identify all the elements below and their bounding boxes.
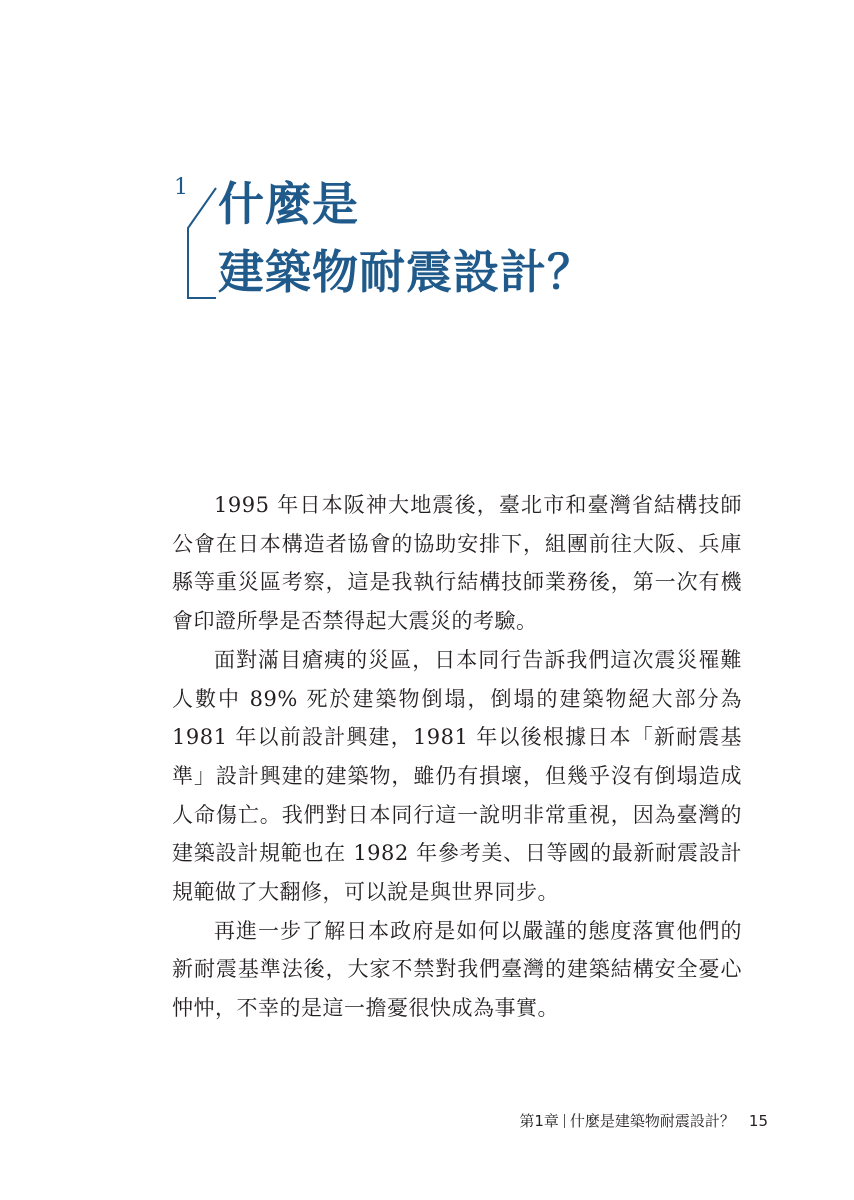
chapter-title-block: [172, 176, 732, 306]
chapter-title-line-1: 什麼是: [218, 177, 359, 231]
chapter-number: 1: [174, 175, 188, 200]
footer-chapter-number: 1: [534, 1111, 544, 1130]
footer-chapter-suffix: 章: [543, 1112, 559, 1130]
paragraph-1: 1995 年日本阪神大地震後，臺北市和臺灣省結構技師公會在日本構造者協會的協助安排下，組團前往大阪、兵庫縣等重災區考察，這是我執行結構技師業務後，第一次有機會印證所學是否禁得起大震災的考驗。: [172, 493, 742, 634]
running-footer: [519, 1110, 768, 1131]
body-text: [172, 486, 742, 1028]
footer-chapter-prefix: 第: [519, 1112, 535, 1130]
paragraph-3: 再進一步了解日本政府是如何以嚴謹的態度落實他們的新耐震基準法後，大家不禁對我們臺灣的建築結構安全憂心忡忡，不幸的是這一擔憂很快成為事實。: [172, 918, 742, 1021]
paragraph-2: 面對滿目瘡痍的災區，日本同行告訴我們這次震災罹難人數中 89% 死於建築物倒塌，倒塌的建築物絕大部分為 1981 年以前設計興建，1981 年以後根據日本「新耐震基準」設計興建的建築物，雖仍有損壞，但幾乎沒有倒塌造成人命傷亡。我們對日本同行這一說明非常重視，因為臺灣的建築設計規範也在 1982 年參考美、日等國的最新耐震設計規範做了大翻修，可以說是與世界同步。: [172, 647, 742, 905]
footer-running-title: 什麼是建築物耐震設計？: [569, 1112, 735, 1130]
chapter-title-line-2: 建築物耐震設計？: [218, 245, 594, 299]
footer-separator: [564, 1114, 565, 1128]
page-number: 15: [748, 1111, 768, 1130]
